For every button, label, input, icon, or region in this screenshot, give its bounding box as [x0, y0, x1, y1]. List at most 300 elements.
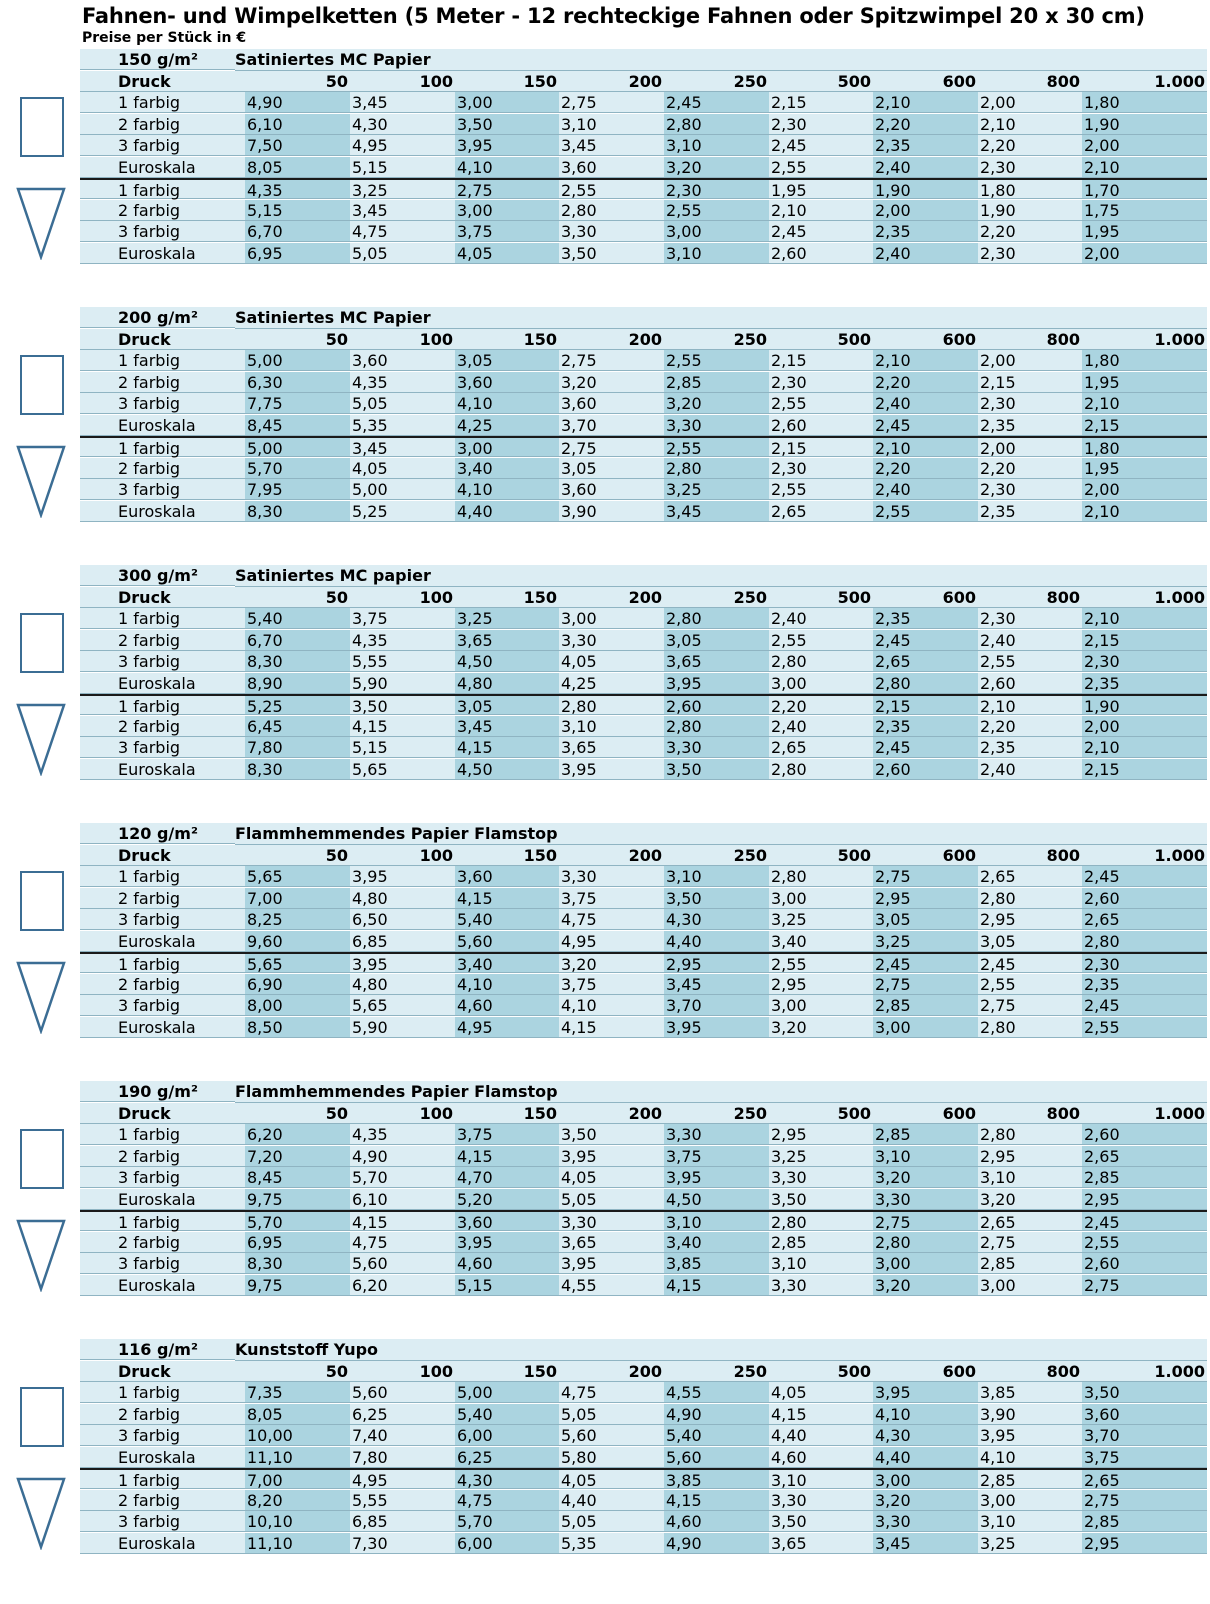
- price-cell: 3,30: [873, 1511, 978, 1532]
- price-cell: 2,75: [455, 178, 559, 199]
- material-section: [0, 307, 1210, 528]
- price-cell: 4,50: [455, 759, 559, 780]
- quantity-header: 800: [978, 329, 1082, 350]
- price-cell: 2,45: [1082, 1210, 1207, 1231]
- quantity-header: 250: [664, 587, 769, 608]
- price-cell: 5,60: [350, 1253, 455, 1274]
- quantity-header: 200: [559, 329, 664, 350]
- price-cell: 3,75: [350, 608, 455, 629]
- price-cell: 2,35: [873, 608, 978, 629]
- print-type-label: 3 farbig: [80, 1253, 245, 1274]
- quantity-header: 250: [664, 1361, 769, 1382]
- price-cell: 2,30: [769, 372, 873, 393]
- pennant-triangle-icon: [15, 1218, 67, 1292]
- print-type-label: 1 farbig: [80, 866, 245, 887]
- print-type-label: 1 farbig: [80, 436, 245, 457]
- print-type-label: Euroskala: [80, 1017, 245, 1038]
- table-header-quantities: [80, 329, 1207, 351]
- table-header-material: [80, 307, 1207, 329]
- price-cell: 2,80: [769, 651, 873, 672]
- price-cell: 2,80: [1082, 931, 1207, 952]
- print-type-label: Euroskala: [80, 1533, 245, 1554]
- quantity-header: 500: [769, 1103, 873, 1124]
- quantity-header: 250: [664, 845, 769, 866]
- price-cell: 4,70: [455, 1167, 559, 1188]
- price-cell: 2,45: [873, 415, 978, 436]
- price-cell: 6,20: [350, 1275, 455, 1296]
- material-section: [0, 823, 1210, 1044]
- price-cell: 7,40: [350, 1425, 455, 1446]
- price-cell: 1,95: [769, 178, 873, 199]
- quantity-header: 100: [350, 845, 455, 866]
- price-cell: 3,45: [664, 974, 769, 995]
- price-cell: 4,40: [455, 501, 559, 522]
- price-cell: 5,65: [350, 995, 455, 1016]
- table-header-quantities: [80, 1103, 1207, 1125]
- price-cell: 3,30: [873, 1189, 978, 1210]
- price-cell: 4,05: [769, 1382, 873, 1403]
- price-cell: 2,40: [873, 479, 978, 500]
- price-cell: 5,05: [350, 243, 455, 264]
- rectangular-flag-icon: [20, 97, 64, 157]
- flag-price-row: [80, 393, 1207, 415]
- price-cell: 3,00: [769, 888, 873, 909]
- price-cell: 3,00: [769, 995, 873, 1016]
- price-cell: 2,55: [664, 350, 769, 371]
- price-cell: 4,40: [873, 1447, 978, 1468]
- price-cell: 11,10: [245, 1447, 350, 1468]
- price-cell: 4,15: [455, 888, 559, 909]
- price-cell: 2,45: [873, 630, 978, 651]
- price-cell: 4,40: [559, 1490, 664, 1511]
- price-cell: 2,60: [1082, 1253, 1207, 1274]
- price-cell: 2,30: [664, 178, 769, 199]
- price-cell: 1,95: [1082, 372, 1207, 393]
- price-cell: 4,95: [350, 1468, 455, 1489]
- table-header-quantities: [80, 587, 1207, 609]
- price-cell: 3,60: [455, 866, 559, 887]
- price-cell: 3,10: [559, 114, 664, 135]
- price-cell: 6,90: [245, 974, 350, 995]
- price-cell: 2,40: [769, 716, 873, 737]
- price-cell: 5,40: [455, 1404, 559, 1425]
- price-cell: 1,90: [1082, 114, 1207, 135]
- price-cell: 4,75: [350, 221, 455, 242]
- price-cell: 2,00: [1082, 716, 1207, 737]
- rectangular-flag-icon: [20, 613, 64, 673]
- price-cell: 3,60: [455, 372, 559, 393]
- price-cell: 2,15: [769, 436, 873, 457]
- print-type-label: 3 farbig: [80, 221, 245, 242]
- price-cell: 1,70: [1082, 178, 1207, 199]
- pennant-price-row: [80, 716, 1207, 738]
- price-cell: 4,80: [350, 974, 455, 995]
- material-name: Satiniertes MC Papier: [235, 307, 1207, 329]
- price-cell: 3,00: [455, 436, 559, 457]
- price-cell: 3,45: [873, 1533, 978, 1554]
- flag-price-row: [80, 931, 1207, 953]
- print-column-label: Druck: [80, 71, 245, 92]
- price-cell: 4,90: [664, 1404, 769, 1425]
- table-header-material: [80, 823, 1207, 845]
- price-cell: 3,95: [559, 1253, 664, 1274]
- price-cell: 4,05: [350, 458, 455, 479]
- price-cell: 2,85: [1082, 1167, 1207, 1188]
- price-cell: 2,65: [1082, 909, 1207, 930]
- price-cell: 2,60: [978, 673, 1082, 694]
- print-type-label: 2 farbig: [80, 974, 245, 995]
- price-cell: 2,20: [978, 135, 1082, 156]
- price-cell: 2,65: [873, 651, 978, 672]
- price-cell: 3,10: [873, 1146, 978, 1167]
- flag-price-row: [80, 1425, 1207, 1447]
- price-cell: 2,75: [1082, 1490, 1207, 1511]
- price-cell: 10,00: [245, 1425, 350, 1446]
- price-cell: 4,35: [350, 1124, 455, 1145]
- price-cell: 3,95: [455, 135, 559, 156]
- print-type-label: 3 farbig: [80, 1511, 245, 1532]
- price-cell: 3,70: [1082, 1425, 1207, 1446]
- price-cell: 3,65: [559, 737, 664, 758]
- price-cell: 4,75: [455, 1490, 559, 1511]
- price-cell: 4,75: [559, 909, 664, 930]
- price-cell: 2,40: [873, 243, 978, 264]
- price-cell: 5,20: [455, 1189, 559, 1210]
- pennant-triangle-icon: [15, 960, 67, 1034]
- price-cell: 5,25: [350, 501, 455, 522]
- price-cell: 9,75: [245, 1275, 350, 1296]
- price-cell: 2,10: [1082, 501, 1207, 522]
- pennant-triangle-icon: [15, 1476, 67, 1550]
- rectangular-flag-icon: [20, 1387, 64, 1447]
- price-cell: 3,05: [559, 458, 664, 479]
- price-cell: 2,75: [559, 436, 664, 457]
- price-cell: 4,90: [245, 92, 350, 113]
- price-cell: 6,85: [350, 1511, 455, 1532]
- print-column-label: Druck: [80, 1361, 245, 1382]
- price-cell: 3,95: [559, 759, 664, 780]
- price-cell: 3,10: [664, 243, 769, 264]
- price-cell: 2,10: [769, 200, 873, 221]
- price-cell: 2,15: [1082, 630, 1207, 651]
- price-cell: 5,80: [559, 1447, 664, 1468]
- price-cell: 3,20: [873, 1490, 978, 1511]
- price-cell: 2,30: [769, 114, 873, 135]
- price-cell: 7,35: [245, 1382, 350, 1403]
- price-cell: 2,30: [978, 393, 1082, 414]
- price-cell: 8,45: [245, 1167, 350, 1188]
- pennant-price-row: [80, 974, 1207, 996]
- price-cell: 2,20: [769, 694, 873, 715]
- price-cell: 8,25: [245, 909, 350, 930]
- quantity-header: 200: [559, 845, 664, 866]
- price-cell: 2,80: [664, 716, 769, 737]
- price-cell: 2,30: [978, 608, 1082, 629]
- price-cell: 2,65: [1082, 1468, 1207, 1489]
- price-cell: 1,90: [873, 178, 978, 199]
- price-cell: 2,20: [873, 114, 978, 135]
- price-cell: 2,35: [873, 221, 978, 242]
- price-cell: 2,75: [873, 974, 978, 995]
- price-cell: 3,75: [1082, 1447, 1207, 1468]
- print-type-label: 3 farbig: [80, 1167, 245, 1188]
- quantity-header: 1.000: [1082, 587, 1207, 608]
- price-cell: 2,20: [978, 221, 1082, 242]
- paper-weight: 116 g/m²: [80, 1339, 235, 1360]
- pennant-price-row: [80, 995, 1207, 1017]
- price-cell: 4,55: [664, 1382, 769, 1403]
- price-cell: 3,25: [769, 1146, 873, 1167]
- price-cell: 3,95: [455, 1232, 559, 1253]
- pennant-price-row: [80, 1490, 1207, 1512]
- price-cell: 4,40: [769, 1425, 873, 1446]
- price-cell: 5,15: [350, 737, 455, 758]
- print-type-label: Euroskala: [80, 1447, 245, 1468]
- price-cell: 2,75: [1082, 1275, 1207, 1296]
- price-cell: 2,10: [978, 114, 1082, 135]
- price-cell: 2,80: [559, 200, 664, 221]
- price-cell: 3,60: [559, 393, 664, 414]
- flag-price-row: [80, 114, 1207, 136]
- price-cell: 7,75: [245, 393, 350, 414]
- price-cell: 2,60: [1082, 1124, 1207, 1145]
- price-cell: 3,65: [664, 651, 769, 672]
- pennant-price-row: [80, 1275, 1207, 1297]
- print-type-label: 1 farbig: [80, 608, 245, 629]
- print-type-label: 3 farbig: [80, 995, 245, 1016]
- price-cell: 4,05: [559, 1468, 664, 1489]
- price-cell: 2,85: [873, 1124, 978, 1145]
- price-cell: 2,35: [873, 135, 978, 156]
- price-cell: 2,75: [559, 350, 664, 371]
- print-type-label: 1 farbig: [80, 1210, 245, 1231]
- price-cell: 5,90: [350, 1017, 455, 1038]
- quantity-header: 800: [978, 1361, 1082, 1382]
- quantity-header: 500: [769, 329, 873, 350]
- price-cell: 3,60: [455, 1210, 559, 1231]
- price-cell: 3,10: [978, 1511, 1082, 1532]
- price-cell: 1,90: [1082, 694, 1207, 715]
- price-cell: 7,50: [245, 135, 350, 156]
- price-cell: 2,60: [769, 243, 873, 264]
- price-cell: 10,10: [245, 1511, 350, 1532]
- price-cell: 5,05: [559, 1511, 664, 1532]
- material-name: Satiniertes MC Papier: [235, 49, 1207, 71]
- price-cell: 2,10: [978, 694, 1082, 715]
- price-cell: 6,00: [455, 1533, 559, 1554]
- price-cell: 7,80: [245, 737, 350, 758]
- price-cell: 2,00: [978, 92, 1082, 113]
- price-cell: 3,25: [978, 1533, 1082, 1554]
- price-cell: 2,55: [769, 479, 873, 500]
- price-cell: 2,45: [769, 221, 873, 242]
- price-cell: 5,00: [245, 350, 350, 371]
- print-type-label: 1 farbig: [80, 1382, 245, 1403]
- print-type-label: 3 farbig: [80, 651, 245, 672]
- quantity-header: 250: [664, 71, 769, 92]
- pennant-price-row: [80, 501, 1207, 523]
- price-cell: 3,10: [664, 866, 769, 887]
- price-cell: 2,65: [769, 501, 873, 522]
- price-cell: 3,75: [455, 1124, 559, 1145]
- price-cell: 2,35: [978, 737, 1082, 758]
- price-cell: 5,90: [350, 673, 455, 694]
- price-cell: 4,10: [455, 157, 559, 178]
- price-cell: 3,30: [769, 1167, 873, 1188]
- price-cell: 3,00: [769, 673, 873, 694]
- price-cell: 2,10: [1082, 608, 1207, 629]
- print-type-label: 1 farbig: [80, 178, 245, 199]
- price-cell: 2,80: [664, 458, 769, 479]
- price-cell: 2,15: [1082, 415, 1207, 436]
- print-type-label: Euroskala: [80, 243, 245, 264]
- quantity-header: 1.000: [1082, 329, 1207, 350]
- price-cell: 2,65: [978, 866, 1082, 887]
- price-cell: 2,30: [1082, 651, 1207, 672]
- price-cell: 2,45: [1082, 995, 1207, 1016]
- price-cell: 2,35: [978, 501, 1082, 522]
- flag-price-row: [80, 866, 1207, 888]
- quantity-header: 1.000: [1082, 71, 1207, 92]
- price-cell: 2,85: [1082, 1511, 1207, 1532]
- price-cell: 3,75: [664, 1146, 769, 1167]
- price-cell: 3,45: [350, 436, 455, 457]
- price-cell: 2,20: [873, 458, 978, 479]
- price-cell: 3,60: [350, 350, 455, 371]
- price-cell: 3,50: [1082, 1382, 1207, 1403]
- flag-price-row: [80, 608, 1207, 630]
- price-cell: 3,95: [664, 1167, 769, 1188]
- pennant-price-row: [80, 694, 1207, 716]
- print-type-label: 1 farbig: [80, 952, 245, 973]
- price-cell: 2,40: [873, 393, 978, 414]
- pennant-triangle-icon: [15, 702, 67, 776]
- quantity-header: 1.000: [1082, 1361, 1207, 1382]
- price-cell: 3,70: [664, 995, 769, 1016]
- price-cell: 2,10: [873, 350, 978, 371]
- price-cell: 4,35: [350, 372, 455, 393]
- price-cell: 2,80: [769, 1210, 873, 1231]
- flag-price-row: [80, 909, 1207, 931]
- quantity-header: 600: [873, 71, 978, 92]
- price-cell: 3,25: [873, 931, 978, 952]
- flag-price-row: [80, 673, 1207, 695]
- price-cell: 5,00: [245, 436, 350, 457]
- pennant-price-row: [80, 1232, 1207, 1254]
- price-cell: 3,25: [350, 178, 455, 199]
- price-cell: 3,65: [559, 1232, 664, 1253]
- material-section: [0, 1339, 1210, 1560]
- price-cell: 7,30: [350, 1533, 455, 1554]
- material-name: Flammhemmendes Papier Flamstop: [235, 1081, 1207, 1103]
- price-cell: 2,55: [978, 651, 1082, 672]
- quantity-header: 50: [245, 329, 350, 350]
- pennant-price-row: [80, 952, 1207, 974]
- price-cell: 2,55: [769, 393, 873, 414]
- price-cell: 8,30: [245, 501, 350, 522]
- flag-price-row: [80, 888, 1207, 910]
- price-cell: 5,70: [350, 1167, 455, 1188]
- price-cell: 5,60: [559, 1425, 664, 1446]
- price-cell: 6,85: [350, 931, 455, 952]
- price-cell: 3,40: [769, 931, 873, 952]
- quantity-header: 600: [873, 1103, 978, 1124]
- quantity-header: 800: [978, 587, 1082, 608]
- quantity-header: 50: [245, 1361, 350, 1382]
- price-cell: 3,25: [455, 608, 559, 629]
- price-cell: 2,85: [978, 1253, 1082, 1274]
- price-cell: 2,80: [664, 114, 769, 135]
- price-cell: 4,60: [769, 1447, 873, 1468]
- price-cell: 2,15: [978, 372, 1082, 393]
- price-cell: 2,35: [1082, 974, 1207, 995]
- print-column-label: Druck: [80, 845, 245, 866]
- price-cell: 4,15: [664, 1490, 769, 1511]
- price-cell: 7,80: [350, 1447, 455, 1468]
- price-cell: 3,45: [559, 135, 664, 156]
- price-cell: 6,25: [350, 1404, 455, 1425]
- table-header-material: [80, 1339, 1207, 1361]
- price-cell: 3,20: [664, 157, 769, 178]
- price-cell: 3,85: [664, 1253, 769, 1274]
- price-cell: 4,25: [559, 673, 664, 694]
- price-cell: 4,75: [350, 1232, 455, 1253]
- quantity-header: 100: [350, 587, 455, 608]
- quantity-header: 600: [873, 845, 978, 866]
- quantity-header: 150: [455, 587, 559, 608]
- price-cell: 3,05: [978, 931, 1082, 952]
- pennant-price-row: [80, 1017, 1207, 1039]
- quantity-header: 50: [245, 845, 350, 866]
- price-cell: 2,55: [664, 200, 769, 221]
- price-cell: 2,00: [978, 350, 1082, 371]
- print-type-label: Euroskala: [80, 501, 245, 522]
- price-cell: 2,75: [978, 995, 1082, 1016]
- price-cell: 5,60: [455, 931, 559, 952]
- price-cell: 5,25: [245, 694, 350, 715]
- print-type-label: Euroskala: [80, 157, 245, 178]
- price-cell: 4,10: [455, 393, 559, 414]
- price-cell: 4,30: [664, 909, 769, 930]
- rectangular-flag-icon: [20, 871, 64, 931]
- flag-price-row: [80, 1382, 1207, 1404]
- price-cell: 3,05: [455, 694, 559, 715]
- price-cell: 4,30: [873, 1425, 978, 1446]
- price-cell: 4,60: [455, 1253, 559, 1274]
- price-cell: 3,00: [978, 1490, 1082, 1511]
- price-cell: 3,45: [455, 716, 559, 737]
- quantity-header: 500: [769, 587, 873, 608]
- price-cell: 5,70: [245, 458, 350, 479]
- price-cell: 3,30: [664, 415, 769, 436]
- price-cell: 4,55: [559, 1275, 664, 1296]
- price-cell: 8,30: [245, 651, 350, 672]
- print-type-label: 2 farbig: [80, 1232, 245, 1253]
- price-cell: 2,80: [559, 694, 664, 715]
- price-cell: 2,65: [978, 1210, 1082, 1231]
- price-cell: 5,55: [350, 1490, 455, 1511]
- price-cell: 9,60: [245, 931, 350, 952]
- flag-price-row: [80, 1146, 1207, 1168]
- quantity-header: 100: [350, 1361, 455, 1382]
- price-cell: 4,25: [455, 415, 559, 436]
- flag-price-row: [80, 372, 1207, 394]
- price-cell: 4,50: [455, 651, 559, 672]
- price-cell: 5,60: [350, 1382, 455, 1403]
- price-cell: 5,05: [350, 393, 455, 414]
- price-cell: 4,15: [350, 716, 455, 737]
- price-cell: 2,40: [873, 157, 978, 178]
